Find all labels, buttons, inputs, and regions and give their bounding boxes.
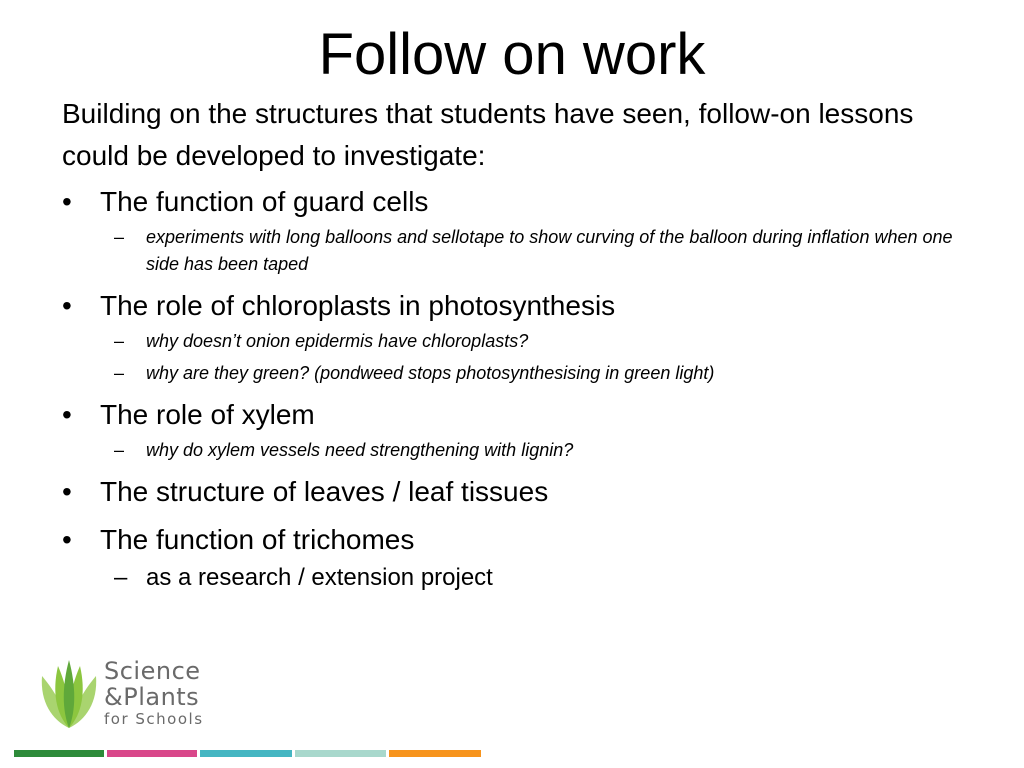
bullet-text: The role of chloroplasts in photosynthesis (100, 290, 616, 321)
dash-marker: – (114, 363, 125, 383)
sub-item-text: as a research / extension project (146, 564, 493, 591)
bullet-guard-cells (62, 181, 962, 278)
bullet-text: The function of trichomes (100, 524, 415, 555)
bullet-list (62, 181, 962, 601)
bullet-text: The role of xylem (100, 399, 315, 430)
logo-line-science: Science (104, 657, 201, 685)
logo-text (104, 658, 204, 728)
bullet-xylem (62, 394, 962, 464)
sub-item (100, 562, 962, 594)
sub-item-text: why are they green? (pondweed stops photosynthesising in green light) (146, 363, 715, 383)
footer-segment-pink (107, 750, 197, 757)
dash-marker: – (114, 564, 128, 591)
bullet-chloroplasts (62, 285, 962, 387)
bullet-marker: • (62, 476, 72, 507)
bullet-marker: • (62, 290, 72, 321)
bullet-marker: • (62, 186, 72, 217)
bullet-marker: • (62, 524, 72, 555)
sub-item-text: why do xylem vessels need strengthening with lignin? (146, 440, 574, 460)
bullet-leaves (62, 471, 962, 513)
sub-item (100, 328, 962, 355)
logo-line-schools: for Schools (104, 710, 204, 728)
sub-list (100, 224, 962, 278)
footer-segment-orange (389, 750, 481, 757)
dash-marker: – (114, 227, 125, 247)
slide-title: Follow on work (318, 22, 706, 87)
green-leaves-icon (38, 658, 100, 730)
dash-marker: – (114, 331, 125, 351)
sub-item (100, 437, 962, 464)
sub-item-text: experiments with long balloons and sellotape to show curving of the balloon during inflation when one side has been taped (146, 227, 953, 274)
bullet-text: The function of guard cells (100, 186, 429, 217)
footer-segment-green (14, 750, 104, 757)
intro-text: Building on the structures that students have seen, follow-on lessons could be developed to investigate: (62, 98, 914, 171)
bullet-trichomes (62, 519, 962, 594)
bullet-marker: • (62, 399, 72, 430)
footer-segment-mint (295, 750, 386, 757)
sub-list (100, 437, 962, 464)
science-plants-logo (38, 656, 228, 732)
dash-marker: – (114, 440, 125, 460)
sub-item (100, 224, 962, 278)
logo-line-plants: &Plants (104, 683, 200, 711)
bullet-text: The structure of leaves / leaf tissues (100, 476, 549, 507)
sub-item-text: why doesn’t onion epidermis have chloroplasts? (146, 331, 529, 351)
footer-segment-teal (200, 750, 292, 757)
sub-item (100, 360, 962, 387)
sub-list (100, 562, 962, 594)
sub-list (100, 328, 962, 387)
